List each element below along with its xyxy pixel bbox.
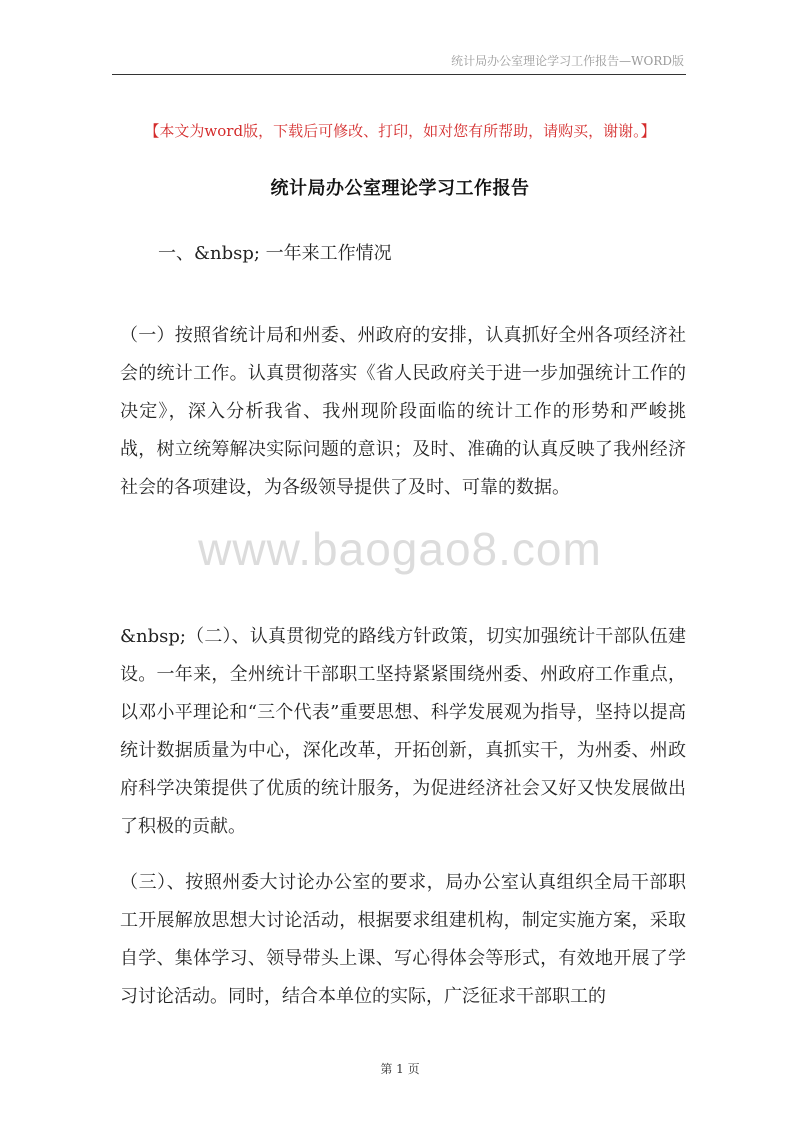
paragraph-3: （三）、按照州委大讨论办公室的要求，局办公室认真组织全局干部职工开展解放思想大讨论活动，根据要求组建机构，制定实施方案，采取自学、集体学习、领导带头上课、写心得体会等形式，有效地开展了学习讨论活动。同时，结合本单位的实际，广泛征求干部职工的 xyxy=(120,872,686,1007)
paragraph-1: （一）按照省统计局和州委、州政府的安排，认真抓好全州各项经济社会的统计工作。认真贯彻落实《省人民政府关于进一步加强统计工作的决定》，深入分析我省、我州现阶段面临的统计工作的形势和严峻挑战，树立统筹解决实际问题的意识；及时、准确的认真反映了我州经济社会的各项建设，为各级领导提供了及时、可靠的数据。 xyxy=(120,325,686,498)
document-title: 统计局办公室理论学习工作报告 xyxy=(270,178,530,199)
header-divider xyxy=(112,74,686,75)
running-header: 统计局办公室理论学习工作报告—WORD版 xyxy=(451,54,684,68)
page-number: 第 1 页 xyxy=(380,1062,420,1076)
section-heading: 一、&nbsp; 一年来工作情况 xyxy=(158,243,392,264)
paragraph-2: &nbsp;（二）、认真贯彻党的路线方针政策，切实加强统计干部队伍建设。一年来，全州统计干部职工坚持紧紧围绕州委、州政府工作重点，以邓小平理论和“三个代表”重要思想、科学发展观为指导，坚持以提高统计数据质量为中心，深化改革，开拓创新，真抓实干，为州委、州政府科学决策提供了优质的统计服务，为促进经济社会又好又快发展做出了积极的贡献。 xyxy=(120,626,686,837)
purchase-notice: 【本文为word版，下载后可修改、打印，如对您有所帮助，请购买，谢谢。】 xyxy=(144,122,656,140)
watermark: www.baogao8.com xyxy=(198,523,602,575)
